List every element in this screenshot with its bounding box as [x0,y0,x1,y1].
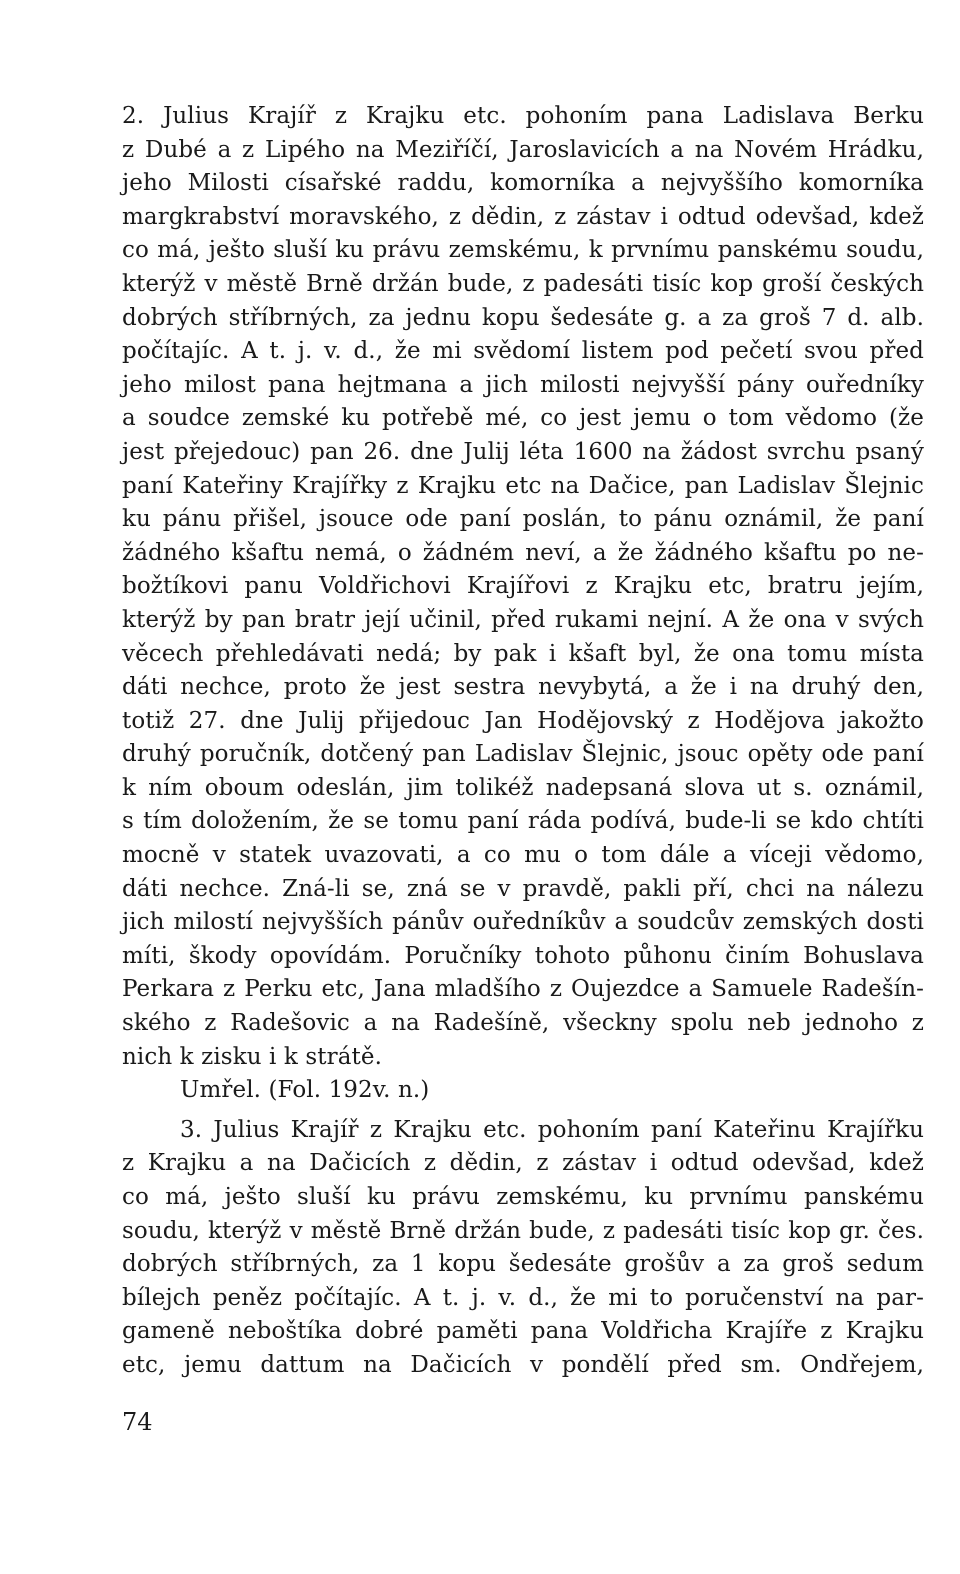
text-line: žádného kšaftu nemá, o žádném neví, a že žádného kšaftu po ne- [122,539,924,566]
text-line: soudu, kterýž v městě Brně držán bude, z padesáti tisíc kop gr. čes. [122,1217,924,1244]
text-line: kterýž by pan bratr její učinil, před rukami nejní. A že ona v svých [122,606,924,633]
paragraph-2 [122,100,924,1074]
text-line: dobrých stříbrných, za 1 kopu šedesáte grošův a za groš sedum [122,1251,924,1278]
text-line: kterýž v městě Brně držán bude, z padesáti tisíc kop groší českých [122,270,924,297]
text-line: mocně v statek uvazovati, a co mu o tom dále a víceji vědomo, [122,842,924,869]
text-line: druhý poručník, dotčený pan Ladislav Šlejnic, jsouc opěty ode paní [122,741,924,768]
text-line: jest přejedouc) pan 26. dne Julij léta 1600 na žádost svrchu psaný [122,438,924,465]
text-line: ského z Radešovic a na Radešíně, všeckny spolu neb jednoho z [122,1010,924,1037]
text-line: z Krajku a na Dačicích z dědin, z zástav i odtud odevšad, kdež [122,1150,924,1177]
text-line: z Dubé a z Lipého na Meziříčí, Jaroslavicích a na Novém Hrádku, [122,136,924,163]
text-line: počítajíc. A t. j. v. d., že mi svědomí listem pod pečetí svou před [122,338,924,365]
text-line: dobrých stříbrných, za jednu kopu šedesáte g. a za groš 7 d. alb. [122,304,924,331]
text-line: bílejch peněz počítajíc. A t. j. v. d., že mi to poručenství na par- [122,1284,924,1311]
text-line: co má, ješto sluší ku právu zemskému, ku prvnímu panskému [122,1184,924,1210]
text-line: jeho milost pana hejtmana a jich milosti nejvyšší pány ouředníky [122,371,924,398]
text-line: k ním oboum odeslán, jim tolikéž nadepsaná slova ut s. oznámil, [122,774,924,801]
text-line: božtíkovi panu Voldřichovi Krajířovi z Krajku etc, bratru jejím, [122,573,924,600]
text-line: Perkara z Perku etc, Jana mladšího z Oujezdce a Samuele Radešín- [122,976,924,1003]
text-line: dáti nechce, proto že jest sestra nevybytá, a že i na druhý den, [122,674,924,701]
text-line: jich milostí nejvyšších pánův ouředníkův a soudcův zemských dosti [122,909,924,936]
text-line: gameně neboštíka dobré paměti pana Voldřicha Krajíře z Krajku [122,1318,924,1345]
text-line: 3. Julius Krajíř z Krajku etc. pohoním paní Kateřinu Krajířku [180,1116,924,1143]
text-line: 2. Julius Krajíř z Krajku etc. pohoním pana Ladislava Berku [122,103,924,129]
text-line: věcech přehledávati nedá; by pak i kšaft byl, že ona tomu místa [122,640,924,667]
text-line: etc, jemu dattum na Dačicích v pondělí před sm. Ondřejem, [122,1351,924,1378]
text-line: a soudce zemské ku potřebě mé, co jest jemu o tom vědomo (že [122,405,924,432]
text-line: co má, ješto sluší ku právu zemskému, k prvnímu panskému soudu, [122,237,924,264]
text-line: dáti nechce. Zná-li se, zná se v pravdě, pakli pří, chci na nálezu [122,875,924,902]
text-line: s tím doložením, že se tomu paní ráda podívá, bude-li se kdo chtíti [122,808,924,835]
text-line: ku pánu přišel, jsouce ode paní poslán, to pánu oznámil, že paní [122,506,924,533]
text-line: margkrabství moravského, z dědin, z zástav i odtud odevšad, kdež [122,203,924,230]
page-body [122,100,924,1383]
text-line: jeho Milosti císařské raddu, komorníka a nejvyššího komorníka [122,170,924,197]
text-line: totiž 27. dne Julij přijedouc Jan Hodějovský z Hodějova jakožto [122,707,924,734]
text-line: míti, škody opovídám. Poručníky tohoto půhonu činím Bohuslava [122,942,924,969]
text-line: paní Kateřiny Krajířky z Krajku etc na Dačice, pan Ladislav Šlejnic [122,472,924,499]
page-number: 74 [122,1408,153,1436]
text-line: nich k zisku i k strátě. [122,1043,382,1070]
death-note: Umřel. (Fol. 192v. n.) [180,1077,430,1104]
paragraph-3 [122,1114,924,1383]
